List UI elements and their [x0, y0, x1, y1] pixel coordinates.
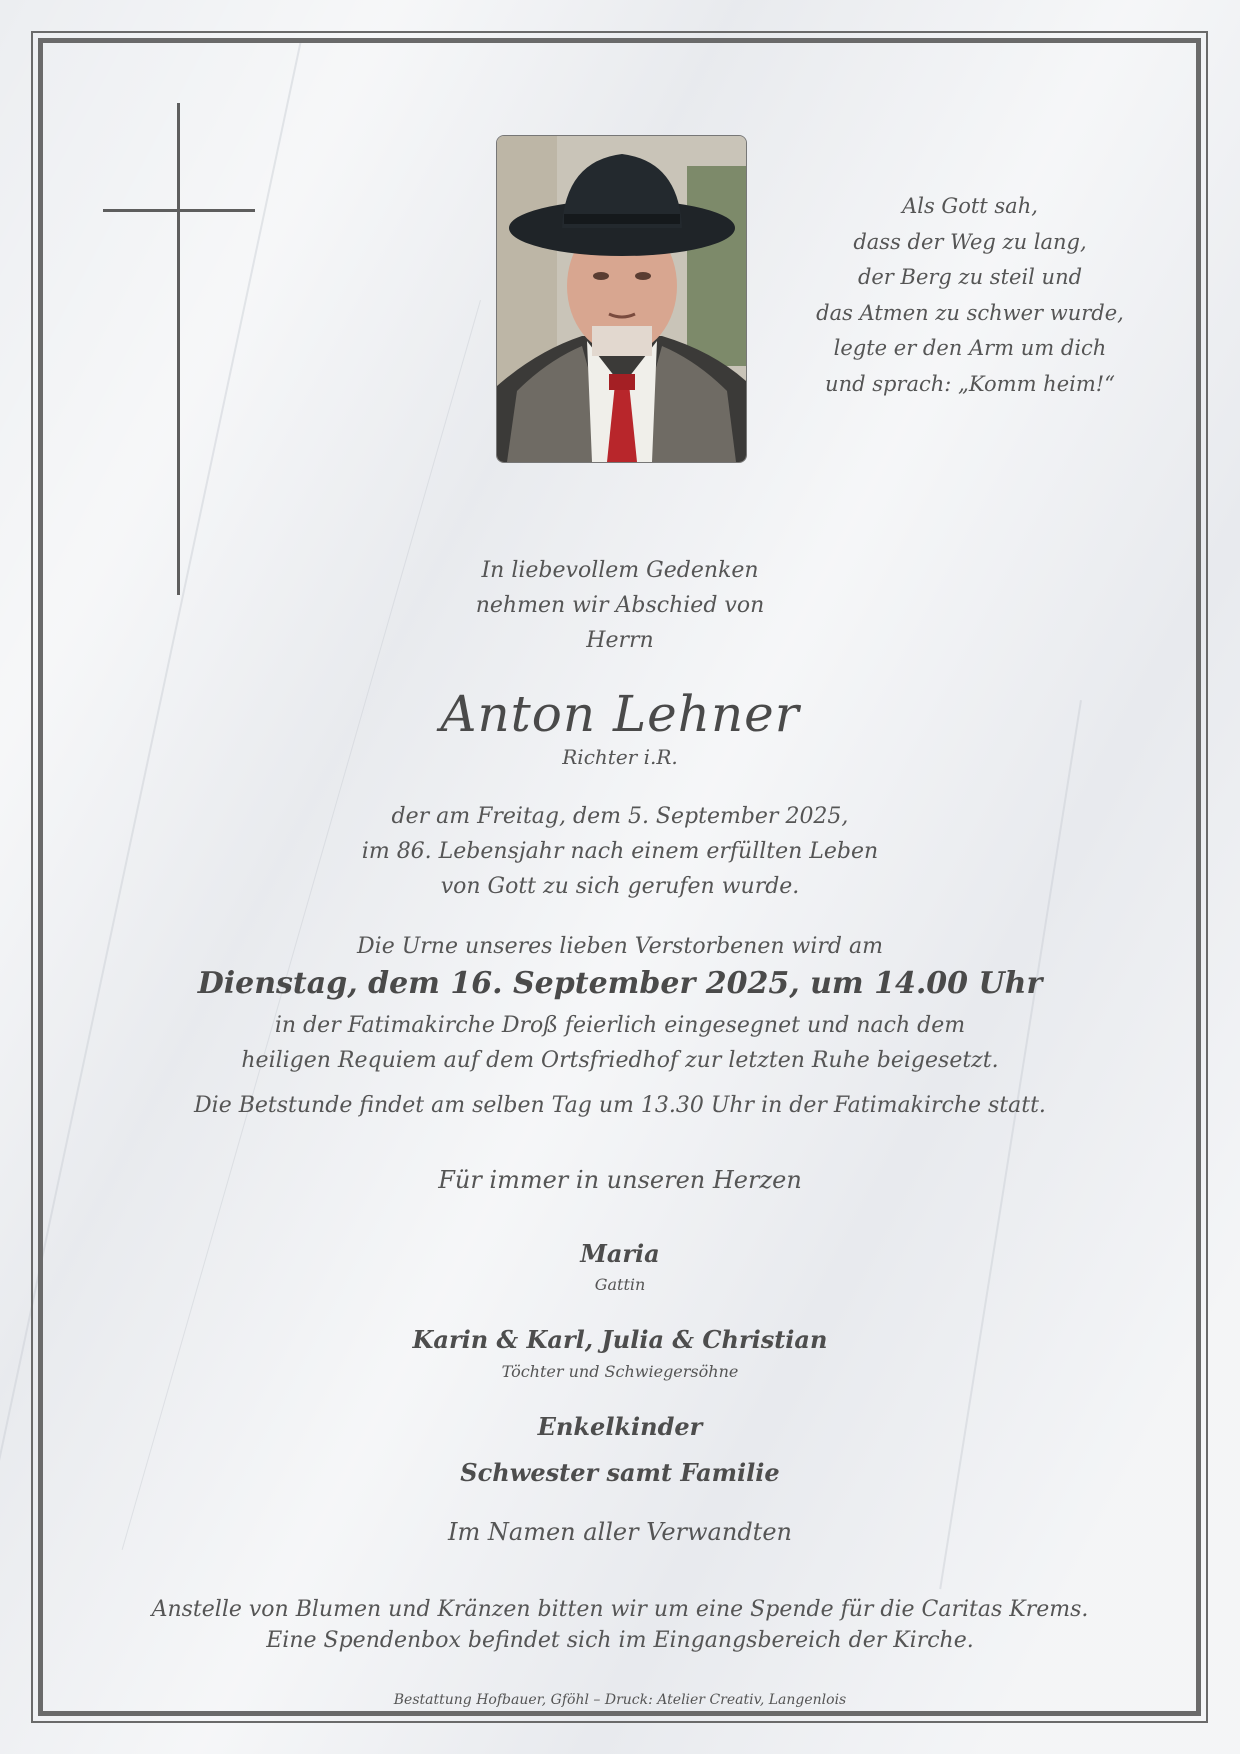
donation-line: Anstelle von Blumen und Kränzen bitten wir um eine Spende für die Caritas Krems.	[151, 1597, 1089, 1622]
portrait-illustration	[497, 136, 746, 462]
intro-line: In liebevollem Gedenken	[481, 558, 759, 583]
motto: Für immer in unseren Herzen	[438, 1166, 802, 1194]
poem-line: Als Gott sah,	[902, 194, 1038, 218]
ceremony-line: in der Fatimakirche Droß feierlich eingesegnet und nach dem	[274, 1013, 966, 1038]
death-line: im 86. Lebensjahr nach einem erfüllten Leben	[361, 839, 879, 864]
relatives-line: Im Namen aller Verwandten	[448, 1518, 792, 1546]
footer-credits: Bestattung Hofbauer, Gföhl – Druck: Atelier Creativ, Langenlois	[393, 1692, 847, 1708]
ceremony-date: Dienstag, dem 16. September 2025, um 14.00 Uhr	[197, 966, 1043, 1001]
poem-line: und sprach: „Komm heim!“	[825, 371, 1115, 396]
mourner-role: Gattin	[594, 1275, 646, 1294]
deceased-title: Richter i.R.	[562, 745, 678, 769]
mourner-name: Maria	[580, 1239, 660, 1268]
ceremony-line: heiligen Requiem auf dem Ortsfriedhof zur letzten Ruhe beigesetzt.	[241, 1048, 999, 1073]
ceremony-details	[60, 1008, 1180, 1078]
intro-line: Herrn	[586, 628, 654, 653]
death-notice	[60, 799, 1180, 904]
donation-line: Eine Spendenbox befindet sich im Eingangsbereich der Kirche.	[266, 1628, 974, 1653]
donation-notice	[60, 1594, 1180, 1656]
intro	[60, 553, 1180, 658]
cross-icon	[177, 103, 180, 595]
poem-line: der Berg zu steil und	[857, 265, 1083, 289]
deceased-name: Anton Lehner	[440, 685, 800, 743]
ceremony-lead: Die Urne unseres lieben Verstorbenen wird am	[357, 934, 883, 959]
portrait-photo	[496, 135, 747, 463]
mourner-name: Schwester samt Familie	[460, 1458, 780, 1487]
cross-icon-bar	[103, 209, 255, 212]
mourner-name: Karin & Karl, Julia & Christian	[412, 1325, 828, 1354]
prayer-notice: Die Betstunde findet am selben Tag um 13.30 Uhr in der Fatimakirche statt.	[194, 1093, 1046, 1118]
mourner-name: Enkelkinder	[537, 1412, 703, 1441]
mourner-role: Töchter und Schwiegersöhne	[501, 1362, 739, 1381]
poem-line: dass der Weg zu lang,	[853, 229, 1087, 254]
poem-line: das Atmen zu schwer wurde,	[816, 300, 1124, 325]
death-line: der am Freitag, dem 5. September 2025,	[391, 804, 849, 829]
poem	[800, 189, 1140, 402]
intro-line: nehmen wir Abschied von	[475, 593, 765, 618]
death-line: von Gott zu sich gerufen wurde.	[440, 874, 800, 899]
poem-line: legte er den Arm um dich	[833, 336, 1107, 360]
